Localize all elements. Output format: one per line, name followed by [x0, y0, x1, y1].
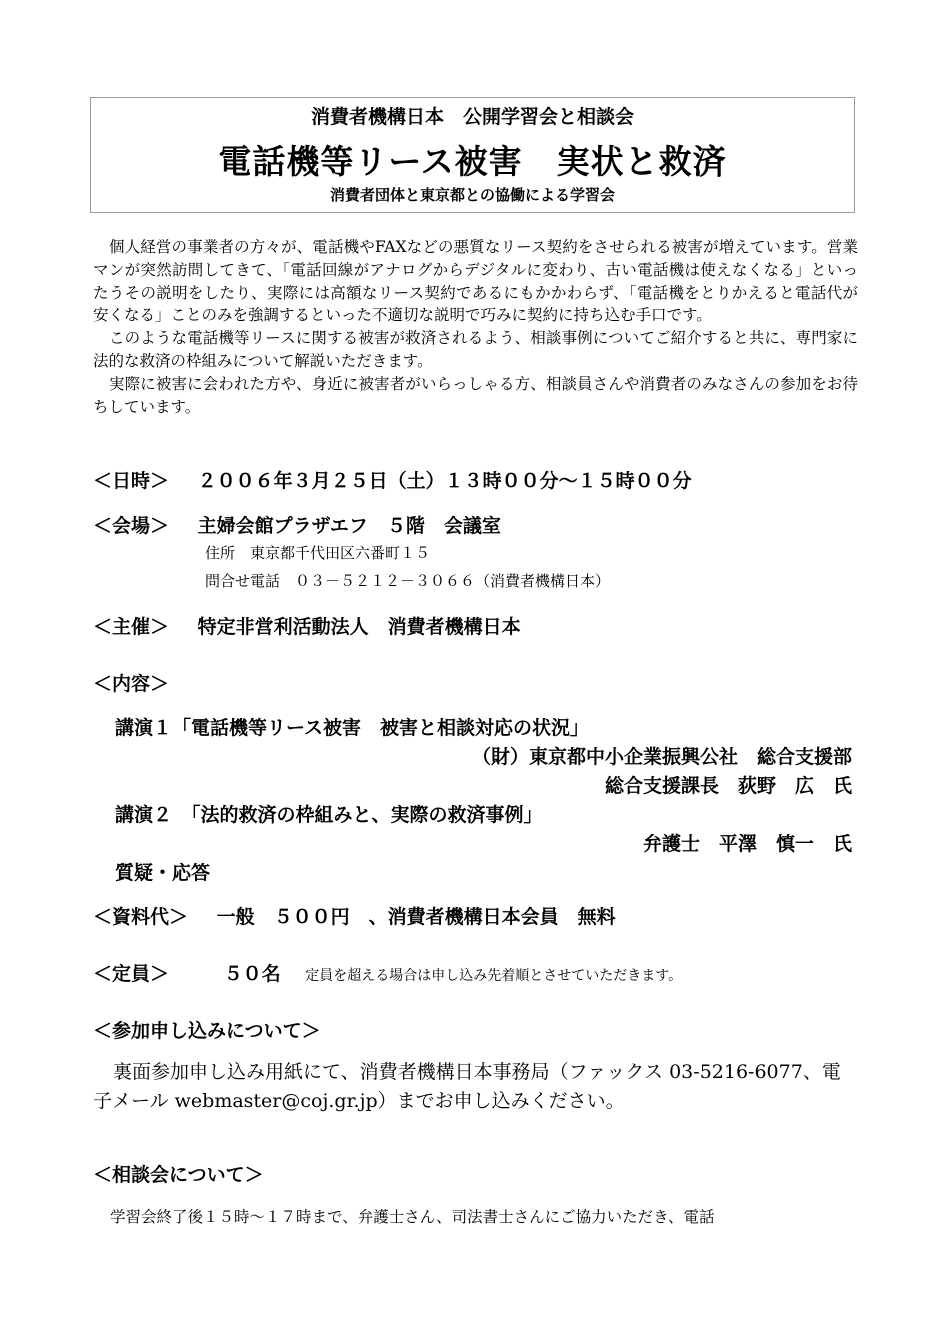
venue-value: 主婦会館プラザエフ ５階 会議室: [197, 515, 501, 537]
venue-label: ＜会場＞: [93, 515, 170, 537]
datetime-label: ＜日時＞: [93, 470, 170, 492]
datetime-value: ２００６年３月２５日（土）１３時００分～１５時００分: [197, 470, 692, 492]
fee-label: ＜資料代＞: [93, 906, 189, 928]
venue-phone: 問合せ電話 ０３－５２１２－３０６６（消費者機構日本）: [205, 572, 611, 590]
intro-paragraph-2: このような電話機等リースに関する被害が救済されるよう、相談事例についてご紹介すると共に、専門家に法的な救済の枠組みについて解説いただきます。: [93, 329, 858, 370]
content-label: ＜内容＞: [93, 673, 170, 695]
capacity-value: ５０名: [223, 963, 281, 985]
lecture2-speaker: 弁護士 平澤 慎一 氏: [642, 833, 852, 855]
capacity-row: [93, 959, 682, 986]
capacity-label: ＜定員＞: [93, 963, 170, 985]
fee-row: [93, 902, 616, 929]
intro-paragraph-1: 個人経営の事業者の方々が、電話機やFAXなどの悪質なリース契約をさせられる被害が増えています。営業マンが突然訪問してきて、「電話回線がアナログからデジタルに変わり、古い電話機は使えなくなる」といったうその説明をしたり、実際には高額なリース契約であるにもかかわらず、「電話機をとりかえると電話代が安くなる」ことのみを強調するといった不適切な説明で巧みに契約に持ち込む手口です。: [93, 238, 858, 325]
page-title: 電話機等リース被害 実状と救済: [218, 142, 727, 181]
organizer-row: [93, 612, 521, 639]
qa-item: 質疑・応答: [115, 862, 211, 884]
intro-section: [93, 236, 858, 418]
lecture1-speaker: 総合支援課長 荻野 広 氏: [604, 775, 852, 797]
intro-paragraph-3: 実際に被害に会われた方や、身近に被害者がいらっしゃる方、相談員さんや消費者のみなさんの参加をお待ちしています。: [93, 374, 858, 416]
lecture2-title: 講演２ 「法的救済の枠組みと、実際の救済事例」: [115, 804, 543, 826]
fee-value: 一般 ５００円 、消費者機構日本会員 無料: [216, 906, 616, 928]
header-tagline: 消費者団体と東京都との協働による学習会: [329, 186, 615, 204]
datetime-row: [93, 466, 692, 493]
organizer-label: ＜主催＞: [93, 616, 170, 638]
venue-row: [93, 511, 501, 538]
venue-address: 住所 東京都千代田区六番町１５: [205, 544, 431, 562]
lecture1-title: 講演１「電話機等リース被害 被害と相談対応の状況」: [115, 717, 590, 739]
capacity-note: 定員を超える場合は申し込み先着順とさせていただきます。: [305, 968, 683, 984]
application-heading: ＜参加申し込みについて＞: [93, 1020, 321, 1042]
consultation-text: 学習会終了後１５時～１７時まで、弁護士さん、司法書士さんにご協力いただき、電話: [110, 1208, 715, 1226]
organizer-value: 特定非営利活動法人 消費者機構日本: [197, 616, 521, 638]
application-section: [93, 1058, 858, 1116]
consultation-heading: ＜相談会について＞: [93, 1164, 264, 1186]
header-subtitle: 消費者機構日本 公開学習会と相談会: [310, 106, 634, 128]
lecture1-org: （財）東京都中小企業振興公社 総合支援部: [471, 746, 852, 768]
application-text: 裏面参加申し込み用紙にて、消費者機構日本事務局（ファックス 03-5216-6077、電子メール webmaster@coj.gr.jp）までお申し込みください。: [93, 1061, 841, 1112]
header-box: [90, 97, 855, 213]
